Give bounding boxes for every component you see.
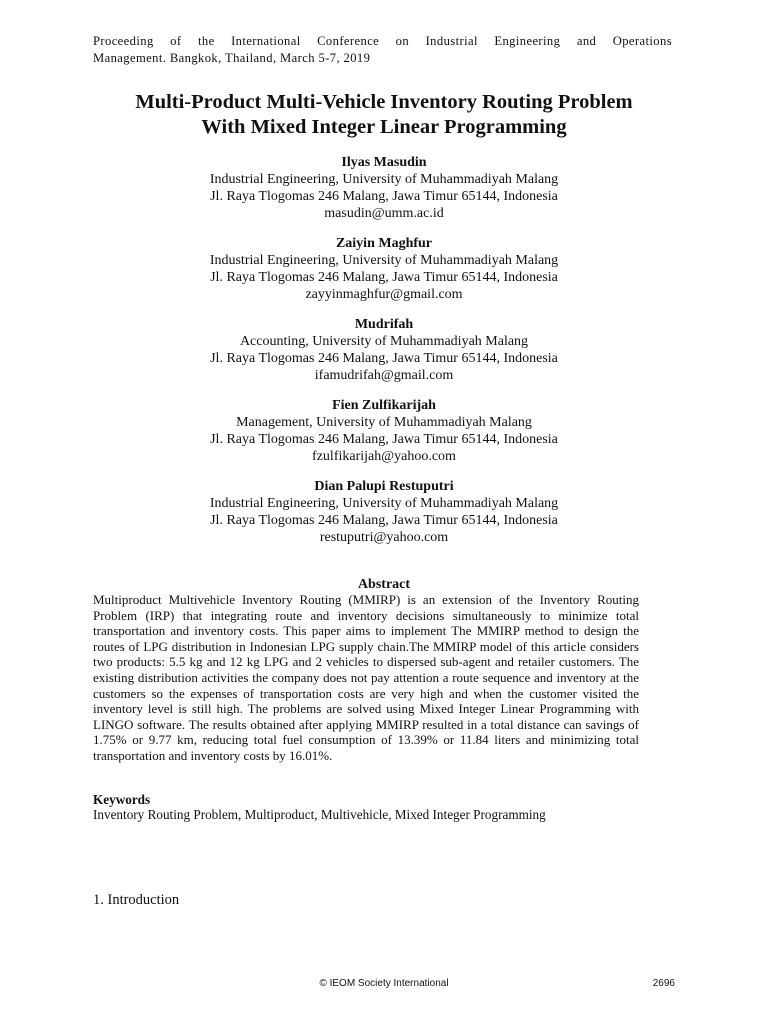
author-name: Zaiyin Maghfur	[335, 236, 433, 251]
author-block	[0, 478, 768, 546]
header-line-1: Proceeding of the International Conference on Industrial Engineering and Operations	[93, 34, 672, 48]
author-affiliation: Industrial Engineering, University of Muhammadiyah Malang	[209, 253, 559, 268]
author-name: Ilyas Masudin	[341, 155, 427, 170]
title-line-2: With Mixed Integer Linear Programming	[201, 116, 567, 138]
author-affiliation: Industrial Engineering, University of Muhammadiyah Malang	[209, 496, 559, 511]
author-block	[0, 316, 768, 384]
author-address: Jl. Raya Tlogomas 246 Malang, Jawa Timur 65144, Indonesia	[210, 351, 558, 366]
author-affiliation: Industrial Engineering, University of Muhammadiyah Malang	[209, 172, 559, 187]
author-address: Jl. Raya Tlogomas 246 Malang, Jawa Timur 65144, Indonesia	[210, 513, 558, 528]
author-email: ifamudrifah@gmail.com	[314, 368, 454, 383]
author-block	[0, 397, 768, 465]
footer-page-number: 2696	[652, 978, 675, 989]
author-email: masudin@umm.ac.id	[324, 206, 444, 221]
abstract-text: Multiproduct Multivehicle Inventory Routing (MMIRP) is an extension of the Inventory Routing Problem (IRP) that integrating route and inventory decisions simultaneously to minimize total transportation and inventory costs. This paper aims to implement The MMIRP method to design the routes of LPG distribution in Indonesian LPG supply chain.The MMIRP model of this article considers two products: 5.5 kg and 12 kg LPG and 2 vehicles to dispersed sub-agent and retailer customers. The existing distribution activities the company does not pay attention a route sequence and inventory at the customers so the expenses of transportation costs are very high and when the customer visited the inventory level is still high. The problems are solved using Mixed Integer Linear Programming with LINGO software. The results obtained after applying MMIRP resulted in a total distance can savings of 1.75% or 9.77 km, reducing total fuel consumption of 13.39% or 11.84 liters and minimizing total transportation and inventory costs by 16.01%.	[93, 592, 639, 763]
section-heading-introduction: 1. Introduction	[93, 892, 180, 908]
author-email: fzulfikarijah@yahoo.com	[312, 449, 456, 464]
paper-title	[60, 90, 708, 140]
author-name: Dian Palupi Restuputri	[314, 479, 454, 494]
author-email: zayyinmaghfur@gmail.com	[305, 287, 463, 302]
title-line-1: Multi-Product Multi-Vehicle Inventory Routing Problem	[135, 91, 633, 113]
proceedings-header	[93, 33, 672, 67]
footer-copyright: © IEOM Society International	[319, 978, 449, 989]
author-block	[0, 235, 768, 303]
keywords-text: Inventory Routing Problem, Multiproduct, Multivehicle, Mixed Integer Programming	[93, 807, 546, 822]
author-name: Mudrifah	[354, 317, 414, 332]
author-address: Jl. Raya Tlogomas 246 Malang, Jawa Timur 65144, Indonesia	[210, 270, 558, 285]
author-affiliation: Management, University of Muhammadiyah Malang	[236, 415, 532, 430]
author-affiliation: Accounting, University of Muhammadiyah Malang	[239, 334, 529, 349]
author-list	[0, 154, 768, 559]
author-email: restuputri@yahoo.com	[319, 530, 449, 545]
author-address: Jl. Raya Tlogomas 246 Malang, Jawa Timur 65144, Indonesia	[210, 189, 558, 204]
keywords-heading: Keywords	[93, 792, 151, 807]
author-address: Jl. Raya Tlogomas 246 Malang, Jawa Timur 65144, Indonesia	[210, 432, 558, 447]
author-name: Fien Zulfikarijah	[332, 398, 436, 413]
abstract-heading: Abstract	[357, 577, 411, 592]
header-line-2: Management. Bangkok, Thailand, March 5-7, 2019	[93, 51, 371, 65]
author-block	[0, 154, 768, 222]
